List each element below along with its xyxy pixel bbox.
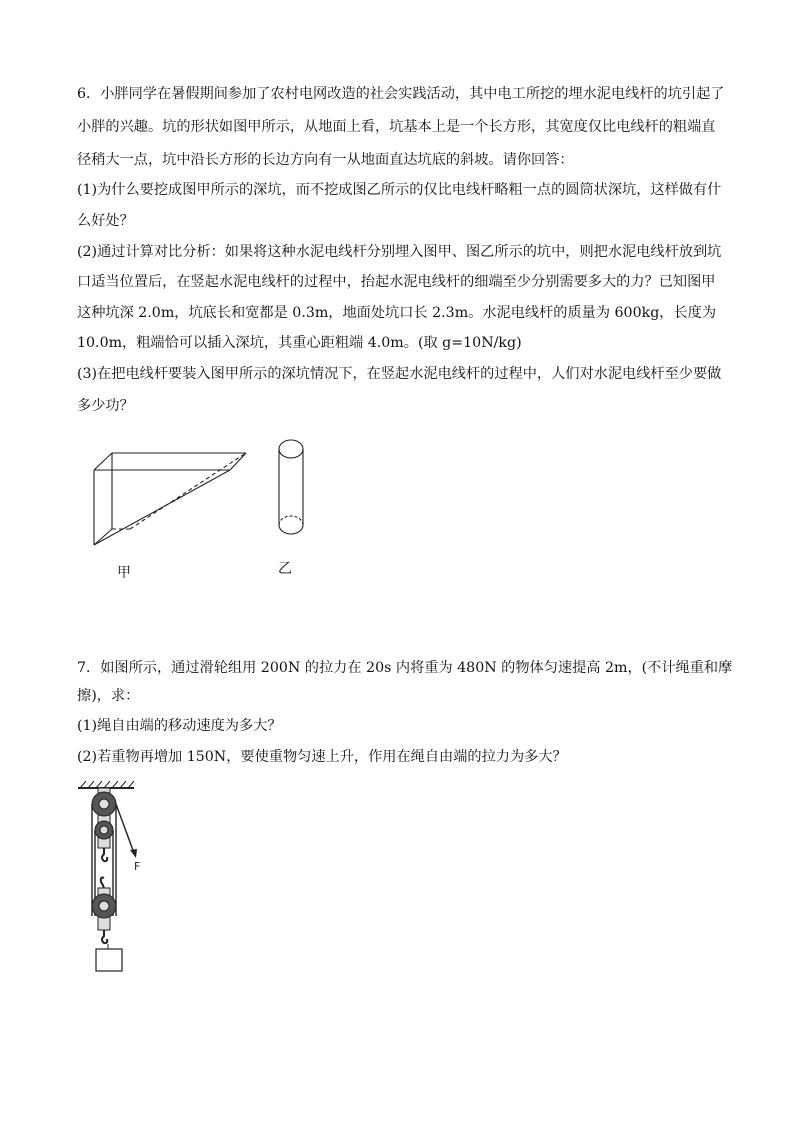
q6-line-3: 径稍大一点，坑中沿长方形的长边方向有一从地面直达坑底的斜坡。请你回答：	[77, 152, 574, 168]
q7-line-4: (2)若重物再增加 150N，要使重物匀速上升，作用在绳自由端的拉力为多大？	[77, 749, 567, 765]
figure-yi-cylinder	[272, 435, 312, 543]
q6-line-8: 这种坑深 2.0m，坑底长和宽都是 0.3m，地面处坑口长 2.3m。水泥电线杆的质量为 600kg，长度为	[77, 305, 717, 321]
figure-pulley-system	[74, 778, 164, 974]
q6-line-6: (2)通过计算对比分析：如果将这种水泥电线杆分别埋入图甲、图乙所示的坑中，则把水泥电线杆放到坑	[77, 244, 722, 260]
q6-line-7: 口适当位置后，在竖起水泥电线杆的过程中，抬起水泥电线杆的细端至少分别需要多大的力？已知图甲	[77, 274, 716, 290]
figure-jia-label: 甲	[117, 565, 131, 581]
figure-jia-pit	[88, 445, 258, 555]
q6-line-11: 多少功？	[77, 398, 134, 414]
q6-line-10: (3)在把电线杆要装入图甲所示的深坑情况下，在竖起水泥电线杆的过程中，人们对水泥电线杆至少要做	[77, 366, 722, 382]
q6-line-9: 10.0m，粗端恰可以插入深坑，其重心距粗端 4.0m。(取 g=10N/kg)	[77, 335, 522, 351]
q7-line-3: (1)绳自由端的移动速度为多大？	[77, 718, 282, 734]
figure-yi-label: 乙	[278, 561, 292, 577]
force-label: F	[134, 860, 141, 873]
q6-line-5: 么好处？	[77, 213, 134, 229]
q6-line-2: 小胖的兴趣。坑的形状如图甲所示，从地面上看，坑基本上是一个长方形，其宽度仅比电线杆的粗端直	[77, 119, 716, 135]
q6-line-4: (1)为什么要挖成图甲所示的深坑，而不挖成图乙所示的仅比电线杆略粗一点的圆筒状深坑，这样做有什	[77, 182, 722, 198]
q6-line-1: 6．小胖同学在暑假期间参加了农村电网改造的社会实践活动，其中电工所挖的埋水泥电线杆的坑引起了	[77, 86, 725, 102]
q7-line-2: 擦)，求：	[77, 688, 140, 704]
q7-line-1: 7．如图所示，通过滑轮组用 200N 的拉力在 20s 内将重为 480N 的物体匀速提高 2m，(不计绳重和摩	[77, 660, 733, 676]
